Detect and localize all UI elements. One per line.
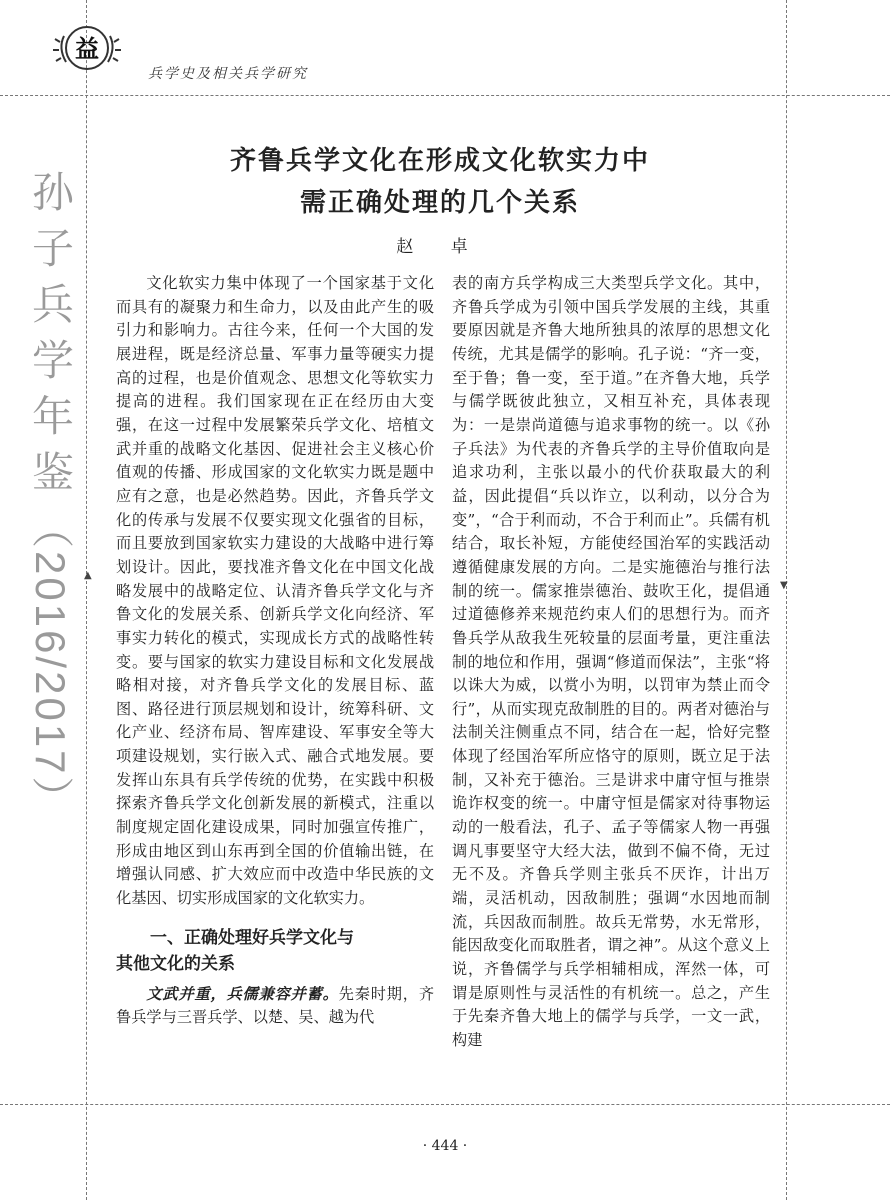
footer-divider xyxy=(0,1104,890,1105)
left-paragraph-1: 文化软实力集中体现了一个国家基于文化而具有的凝聚力和生命力，以及由此产生的吸引力和影响力。古往今来，任何一个大国的发展进程，既是经济总量、军事力量等硬实力提高的过程，也是价值观念、思想文化等软实力提高的进程。我们国家现在正在经历由大变强，在这一过程中发展繁荣兵学文化、培植文武并重的战略文化基因、促进社会主义核心价值观的传播、形成国家的文化软实力既是题中应有之意，也是必然趋势。因此，齐鲁兵学文化的传承与发展不仅要实现文化强省的目标，而且要放到国家软实力建设的大战略中进行筹划设计。因此，要找准齐鲁文化在中国文化战略发展中的战略定位、认清齐鲁兵学文化与齐鲁文化的发展关系、创新兵学文化向经济、军事实力转化的模式，实现成长方式的战略性转变。要与国家的软实力建设目标和文化发展战略相对接，对齐鲁兵学文化的发展目标、蓝图、路径进行顶层规划和设计，统筹科研、文化产业、经济布局、智库建设、军事安全等大项建设规划，实行嵌入式、融合式地发展。要发挥山东具有兵学传统的优势，在实践中积极探索齐鲁兵学文化创新发展的新模式，注重以制度规定固化建设成果，同时加强宣传推广，形成由地区到山东再到全国的价值输出链，在增强认同感、扩大效应而中改造中华民族的文化基因、切实形成国家的文化软实力。 xyxy=(116,274,434,908)
side-book-title xyxy=(20,170,80,822)
logo-glyph: 益 xyxy=(75,34,99,63)
header-divider xyxy=(0,95,890,96)
arrow-down-icon: ▼ xyxy=(780,580,788,591)
right-column xyxy=(452,272,770,1053)
left-paragraph-2 xyxy=(116,983,434,1030)
left-margin-guide xyxy=(86,0,87,1200)
article-author: 赵 卓 xyxy=(396,237,484,257)
right-paragraph-1: 表的南方兵学构成三大类型兵学文化。其中，齐鲁兵学成为引领中国兵学发展的主线，其重要原因就是齐鲁大地所独具的浓厚的思想文化传统，尤其是儒学的影响。孔子说：“齐一变，至于鲁；鲁一变，至于道。”在齐鲁大地，兵学与儒学既彼此独立，又相互补充，具体表现为：一是崇尚道德与追求事物的统一。以《孙子兵法》为代表的齐鲁兵学的主导价值取向是追求功利，主张以最小的代价获取最大的利益，因此提倡“兵以诈立，以利动，以分合为变”，“合于利而动，不合于利而止”。兵儒有机结合，取长补短，方能使经国治军的实践活动遵循健康发展的方向。二是实施德治与推行法制的统一。儒家推崇德治、鼓吹王化，提倡通过道德修养来规范约束人们的思想行为。而齐鲁兵学从敌我生死较量的层面考量，更注重法制的地位和作用，强调“修道而保法”，主张“将以诛大为威，以赏小为明，以罚审为禁止而令行”，从而实现克敌制胜的目的。两者对德治与法制关注侧重点不同，结合在一起，恰好完整体现了经国治军所应恪守的原则，既立足于法制，又补充于德治。三是讲求中庸守恒与推崇诡诈权变的统一。中庸守恒是儒家对待事物运动的一般看法，孔子、孟子等儒家人物一再强调凡事要坚守大经大法，做到不偏不倚，无过无不及。齐鲁兵学则主张兵不厌诈，计出万端，灵活机动，因敌制胜；强调“水因地而制流，兵因敌而制胜。故兵无常势，水无常形，能因敌变化而取胜者，谓之神”。从这个意义上说，齐鲁儒学与兵学相辅相成，浑然一体，可谓是原则性与灵活性的有机统一。总之，产生于先秦齐鲁大地上的儒学与兵学，一文一武，构建 xyxy=(452,274,770,1049)
book-title: 孙子兵学年鉴 xyxy=(26,170,75,506)
page-number: · 444 · xyxy=(422,1138,468,1154)
subheading: 文武并重，兵儒兼容并蓄。 xyxy=(146,984,339,1003)
arrow-up-icon: ▲ xyxy=(84,570,92,581)
section-heading xyxy=(116,925,434,977)
section-heading-line2: 其他文化的关系 xyxy=(116,953,235,974)
running-header: 兵学史及相关兵学研究 xyxy=(148,66,308,82)
section-heading-line1: 一、正确处理好兵学文化与 xyxy=(150,927,354,948)
article-title-line2: 需正确处理的几个关系 xyxy=(299,188,580,218)
book-year: （2016/2017） xyxy=(27,506,74,822)
left-column xyxy=(116,272,434,1030)
right-margin-guide xyxy=(786,0,787,1200)
article-title-line1: 齐鲁兵学文化在形成文化软实力中 xyxy=(229,146,650,176)
left-paragraph-2-text: 先秦时期，齐鲁兵学与三晋兵学、以楚、吴、越为代 xyxy=(116,984,435,1027)
yearbook-logo-icon xyxy=(52,22,122,74)
